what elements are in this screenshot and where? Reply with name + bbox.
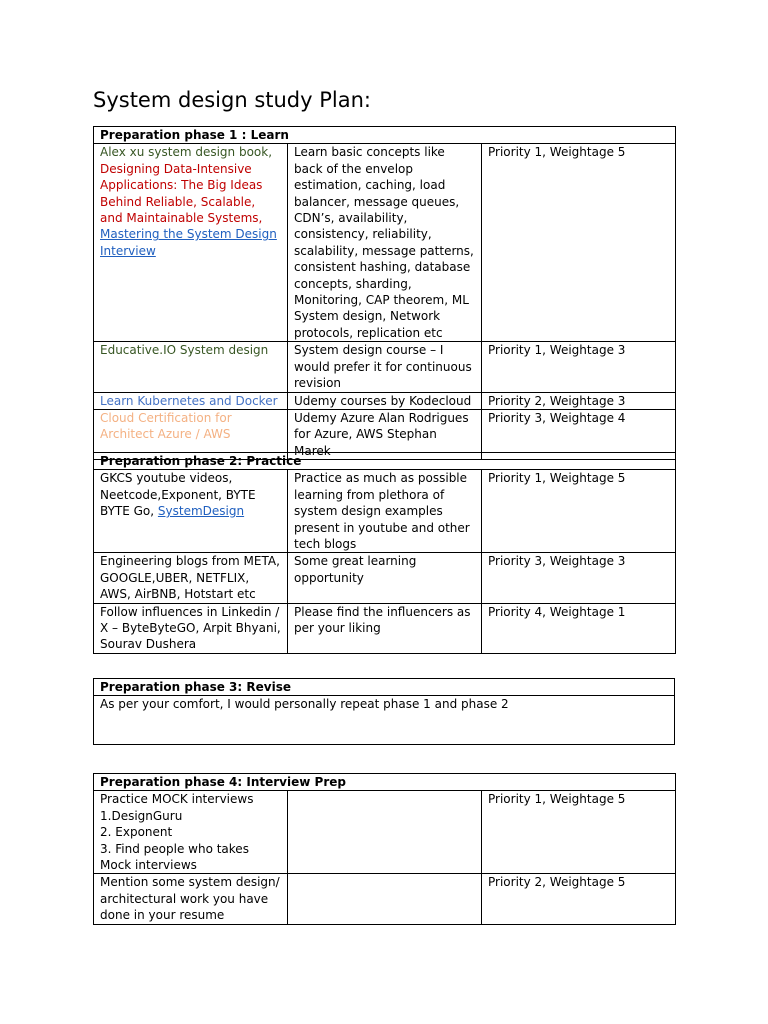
resource-cell: Follow influences in Linkedin / X – ByteByteGO, Arpit Bhyani, Sourav Dushera [94,603,288,653]
table-row [94,144,676,342]
resource-cell [94,392,288,409]
priority-cell: Priority 1, Weightage 5 [482,470,676,553]
phase2-header: Preparation phase 2: Practice [94,453,676,470]
description-cell: System design course – I would prefer it for continuous revision [288,342,482,392]
priority-cell: Priority 2, Weightage 3 [482,392,676,409]
table-row [94,696,675,745]
resource-text: GKCS youtube videos, Neetcode,Exponent, BYTE BYTE Go, [100,471,256,519]
phase1-header: Preparation phase 1 : Learn [94,127,676,144]
description-cell: Learn basic concepts like back of the envelop estimation, caching, load balancer, message queues, CDN’s, availability, consistency, reliability, scalability, message patterns, consistent hashing, database concepts, sharding, Monitoring, CAP theorem, ML System design, Network protocols, replication etc [288,144,482,342]
table-row [94,603,676,653]
description-cell: Udemy courses by Kodecloud [288,392,482,409]
table-row [94,553,676,603]
priority-cell: Priority 3, Weightage 3 [482,553,676,603]
phase3-table [93,678,675,745]
priority-cell: Priority 1, Weightage 5 [482,791,676,874]
phase1-table [93,126,676,460]
resource-link[interactable]: Mastering the System Design Interview [100,227,277,258]
priority-cell: Priority 1, Weightage 5 [482,144,676,342]
resource-text: Educative.IO System design [100,343,269,358]
description-cell: Practice as much as possible learning from plethora of system design examples present in youtube and other tech blogs [288,470,482,553]
description-cell [288,791,482,874]
resource-cell [94,791,288,874]
resource-cell [94,144,288,342]
resource-text: Alex xu system design book, [100,145,273,160]
priority-cell: Priority 1, Weightage 3 [482,342,676,392]
resource-text: Practice MOCK interviews [100,792,254,807]
phase3-header: Preparation phase 3: Revise [94,679,675,696]
resource-cell [94,470,288,553]
table-row [94,342,676,392]
priority-cell: Priority 4, Weightage 1 [482,603,676,653]
phase3-text: As per your comfort, I would personally repeat phase 1 and phase 2 [94,696,675,745]
phase2-table [93,452,676,654]
resource-text: Cloud Certification for Architect Azure / AWS [100,410,232,442]
resource-text: 2. Exponent [100,825,173,840]
description-cell: Some great learning opportunity [288,553,482,603]
resource-cell [94,342,288,392]
table-row [94,470,676,553]
priority-cell: Priority 2, Weightage 5 [482,874,676,924]
resource-text: 1.DesignGuru [100,808,183,823]
phase4-table [93,773,676,925]
page-title: System design study Plan: [93,88,371,112]
resource-text: 3. Find people who takes Mock interviews [100,841,249,873]
table-row [94,392,676,409]
resource-text: Learn Kubernetes and Docker [100,393,278,408]
priority-cell: Priority 3, Weightage 4 [482,409,676,459]
table-row [94,791,676,874]
phase4-header: Preparation phase 4: Interview Prep [94,774,676,791]
description-cell [288,874,482,924]
resource-cell: Mention some system design/ architectural work you have done in your resume [94,874,288,924]
description-cell: Please find the influencers as per your liking [288,603,482,653]
resource-cell: Engineering blogs from META, GOOGLE,UBER, NETFLIX, AWS, AirBNB, Hotstart etc [94,553,288,603]
table-row [94,874,676,924]
resource-text: Designing Data-Intensive Applications: The Big Ideas Behind Reliable, Scalable, and Maintainable Systems, [100,161,263,226]
description-cell: Udemy Azure Alan Rodrigues for Azure, AWS Stephan Marek [288,409,482,459]
resource-link[interactable]: SystemDesign [157,504,245,519]
